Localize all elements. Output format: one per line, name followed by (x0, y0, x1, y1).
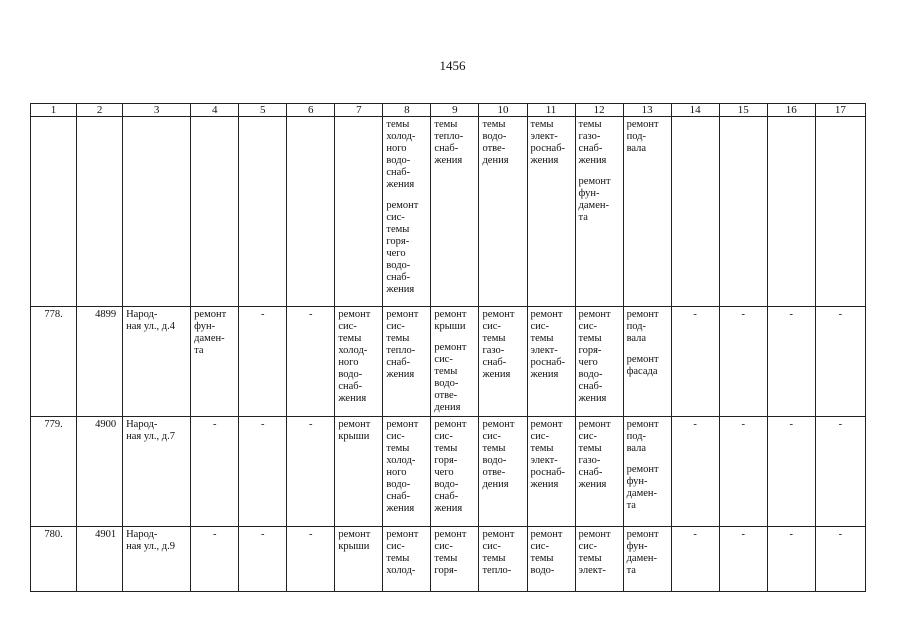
column-number-3: 3 (123, 104, 191, 117)
work-item: темы водо- отве- дения (482, 119, 509, 166)
cell-col-11 (527, 117, 575, 307)
cell-col-11 (527, 417, 575, 527)
cell-col-7 (335, 417, 383, 527)
row-number: 778. (31, 307, 77, 417)
work-item: ремонт сис- темы холод- ного водо- снаб- жения (338, 309, 371, 404)
cell-col-16: - (767, 417, 815, 527)
cell-col-5: - (239, 527, 287, 592)
cell-col-10 (479, 307, 527, 417)
work-item: ремонт фун- дамен- та (626, 529, 659, 576)
work-item: ремонт сис- темы горя- чего водо- снаб- жения (386, 200, 419, 295)
work-item: ремонт сис- темы водо- (530, 529, 563, 576)
row-code: 4899 (77, 307, 123, 417)
work-item: ремонт крыши (338, 529, 371, 552)
column-number-10: 10 (479, 104, 527, 117)
cell-col-8 (383, 307, 431, 417)
cell-col-6: - (287, 307, 335, 417)
row-number: 780. (31, 527, 77, 592)
cell-col-13 (623, 117, 671, 307)
cell-col-13 (623, 527, 671, 592)
row-code: 4900 (77, 417, 123, 527)
work-item: ремонт сис- темы горя- (434, 529, 467, 576)
cell-col-14: - (671, 417, 719, 527)
cell-col-17: - (815, 527, 865, 592)
work-item: темы элект- роснаб- жения (530, 119, 566, 166)
table-body (31, 104, 866, 592)
cell-col-9 (431, 417, 479, 527)
cell-col-6 (287, 117, 335, 307)
cell-col-8 (383, 117, 431, 307)
cell-col-12 (575, 117, 623, 307)
cell-col-14 (671, 117, 719, 307)
cell-col-5 (239, 117, 287, 307)
work-item: ремонт фун- дамен- та (626, 464, 659, 511)
work-item: ремонт крыши (338, 419, 371, 442)
column-number-8: 8 (383, 104, 431, 117)
column-number-14: 14 (671, 104, 719, 117)
column-number-7: 7 (335, 104, 383, 117)
work-item: ремонт сис- темы газо- снаб- жения (578, 419, 611, 490)
cell-col-4 (191, 307, 239, 417)
register-table-wrapper (30, 103, 866, 598)
work-item: темы газо- снаб- жения (578, 119, 607, 166)
work-item: ремонт сис- темы горя- чего водо- снаб- жения (434, 419, 467, 514)
header-row (31, 104, 866, 117)
cell-col-17: - (815, 307, 865, 417)
work-item: ремонт фасада (626, 354, 659, 377)
cell-col-16: - (767, 307, 815, 417)
row-address: Народ- ная ул., д.4 (123, 307, 191, 417)
row-address: Народ- ная ул., д.7 (123, 417, 191, 527)
cell-col-17: - (815, 417, 865, 527)
cell-col-7 (335, 527, 383, 592)
work-item: ремонт сис- темы холод- ного водо- снаб- жения (386, 419, 419, 514)
work-item: ремонт под- вала (626, 119, 659, 154)
cell-col-6: - (287, 417, 335, 527)
cell-col-5: - (239, 417, 287, 527)
cell-col-4 (191, 117, 239, 307)
cell-col-12 (575, 307, 623, 417)
cell-col-7 (335, 307, 383, 417)
cell-col-15: - (719, 307, 767, 417)
work-item: ремонт сис- темы тепло- снаб- жения (386, 309, 419, 380)
column-number-9: 9 (431, 104, 479, 117)
cell-col-7 (335, 117, 383, 307)
column-number-17: 17 (815, 104, 865, 117)
column-number-16: 16 (767, 104, 815, 117)
cell-col-11 (527, 527, 575, 592)
table-row (31, 417, 866, 527)
table-row (31, 527, 866, 592)
cell-col-1 (31, 117, 77, 307)
work-item: ремонт сис- темы элект- роснаб- жения (530, 419, 566, 490)
cell-col-8 (383, 417, 431, 527)
cell-col-12 (575, 417, 623, 527)
column-number-2: 2 (77, 104, 123, 117)
row-code: 4901 (77, 527, 123, 592)
cell-col-17 (815, 117, 865, 307)
column-number-11: 11 (527, 104, 575, 117)
column-number-15: 15 (719, 104, 767, 117)
cell-col-10 (479, 117, 527, 307)
cell-col-13 (623, 307, 671, 417)
cell-col-5: - (239, 307, 287, 417)
cell-col-15: - (719, 527, 767, 592)
cell-col-9 (431, 307, 479, 417)
row-number: 779. (31, 417, 77, 527)
column-number-13: 13 (623, 104, 671, 117)
cell-col-14: - (671, 307, 719, 417)
cell-col-14: - (671, 527, 719, 592)
work-item: ремонт сис- темы водо- отве- дения (434, 342, 467, 413)
cell-col-13 (623, 417, 671, 527)
table-row (31, 307, 866, 417)
cell-col-16: - (767, 527, 815, 592)
cell-col-6: - (287, 527, 335, 592)
work-item: ремонт фун- дамен- та (194, 309, 227, 356)
row-address: Народ- ная ул., д.9 (123, 527, 191, 592)
work-item: ремонт сис- темы элект- (578, 529, 611, 576)
cell-col-4: - (191, 417, 239, 527)
cell-col-15 (719, 117, 767, 307)
cell-col-12 (575, 527, 623, 592)
work-item: ремонт сис- темы горя- чего водо- снаб- жения (578, 309, 611, 404)
cell-col-16 (767, 117, 815, 307)
continuation-row (31, 117, 866, 307)
cell-col-15: - (719, 417, 767, 527)
work-item: ремонт крыши (434, 309, 467, 332)
column-number-12: 12 (575, 104, 623, 117)
column-number-1: 1 (31, 104, 77, 117)
column-number-6: 6 (287, 104, 335, 117)
cell-col-3 (123, 117, 191, 307)
work-item: ремонт фун- дамен- та (578, 176, 611, 223)
work-item: ремонт сис- темы газо- снаб- жения (482, 309, 515, 380)
cell-col-8 (383, 527, 431, 592)
cell-col-11 (527, 307, 575, 417)
work-item: ремонт сис- темы холод- (386, 529, 419, 576)
cell-col-9 (431, 117, 479, 307)
column-number-5: 5 (239, 104, 287, 117)
column-number-4: 4 (191, 104, 239, 117)
work-item: темы холод- ного водо- снаб- жения (386, 119, 416, 190)
cell-col-10 (479, 527, 527, 592)
page-number: 1456 (439, 58, 466, 73)
cell-col-2 (77, 117, 123, 307)
work-item: ремонт под- вала (626, 309, 659, 344)
work-item: ремонт сис- темы тепло- (482, 529, 515, 576)
cell-col-10 (479, 417, 527, 527)
work-item: ремонт сис- темы элект- роснаб- жения (530, 309, 566, 380)
work-item: ремонт под- вала (626, 419, 659, 454)
cell-col-9 (431, 527, 479, 592)
cell-col-4: - (191, 527, 239, 592)
work-item: темы тепло- снаб- жения (434, 119, 464, 166)
work-item: ремонт сис- темы водо- отве- дения (482, 419, 515, 490)
register-table (30, 103, 866, 592)
